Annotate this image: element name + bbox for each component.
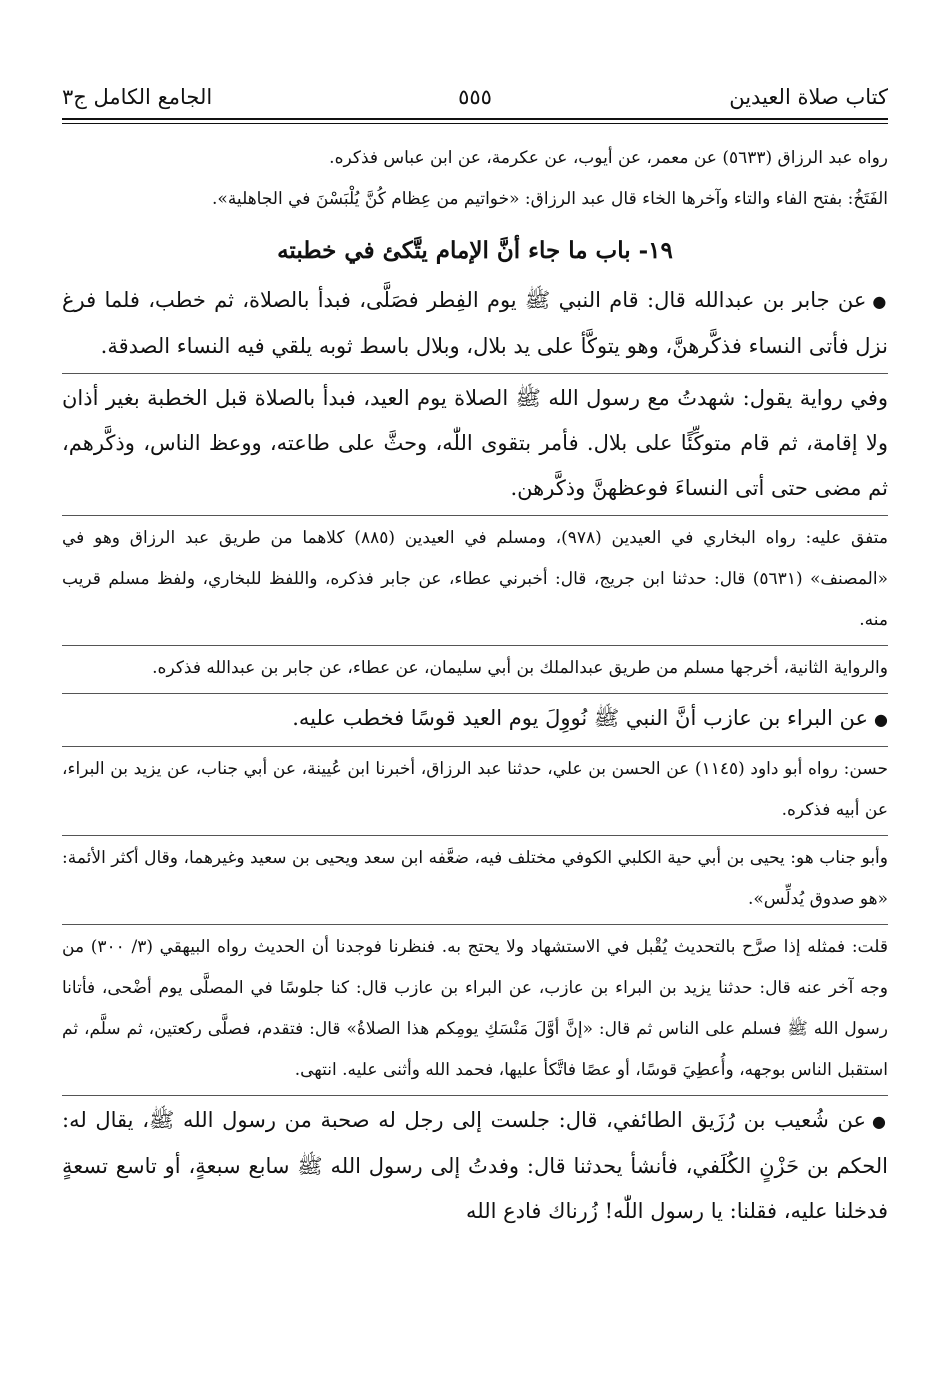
divider bbox=[62, 373, 888, 374]
running-header bbox=[62, 80, 888, 114]
narrator-note: وأبو جناب هو: يحيى بن أبي حية الكلبي الكوفي مختلف فيه، ضعَّفه ابن سعد ويحيى بن سعيد وغيرهما، وقال أكثر الأئمة: «هو صدوق يُدلِّس». bbox=[62, 848, 888, 909]
hadith-paragraph bbox=[62, 696, 888, 742]
divider bbox=[62, 1095, 888, 1096]
hadith-text: عن شُعيب بن رُزَيق الطائفي، قال: جلست إلى رجل له صحبة من رسول الله ﷺ، يقال له: الحكم بن حَزْنٍ الكُلَفي، فأنشأ يحدثنا قال: وفدتُ إلى رسول الله ﷺ سابع سبعةٍ، أو تاسع تسعةٍ فدخلنا عليه، فقلنا: يا رسول اللّٰه! زُرناك فادع الله bbox=[62, 1108, 888, 1223]
divider bbox=[62, 746, 888, 747]
page-number: ٥٥٥ bbox=[458, 85, 492, 109]
header-rule-thin bbox=[62, 123, 888, 124]
glossary-note: الفَتَخُ: بفتح الفاء والتاء وآخرها الخاء قال عبد الرزاق: «خواتيم من عِظام كُنَّ يُلْبَسْنَ في الجاهلية». bbox=[212, 189, 888, 209]
divider bbox=[62, 924, 888, 925]
header-rule-thick bbox=[62, 118, 888, 120]
hadith-paragraph bbox=[62, 1098, 888, 1234]
divider bbox=[62, 693, 888, 694]
takhrij-note: والرواية الثانية، أخرجها مسلم من طريق عبدالملك بن أبي سليمان، عن عطاء، عن جابر بن عبدالله فذكره. bbox=[152, 658, 888, 678]
hadith-variant-paragraph: وفي رواية يقول: شهدتُ مع رسول الله ﷺ الصلاة يوم العيد، فبدأ بالصلاة قبل الخطبة بغير أذان ولا إقامة، ثم قام متوكِّئًا على بلال. فأمر بتقوى اللّٰه، وحثَّ على طاعته، ووعظ الناس، وذكَّرهم، ثم مضى حتى أتى النساءَ فوعظهنَّ وذكَّرهن. bbox=[62, 386, 888, 500]
page-body bbox=[62, 138, 888, 1234]
bullet-icon: ● bbox=[872, 1112, 888, 1131]
divider bbox=[62, 645, 888, 646]
hadith-text: عن جابر بن عبدالله قال: قام النبي ﷺ يوم الفِطر فصَلَّى، فبدأ بالصلاة، ثم خطب، فلما فرغ نزل فأتى النساء فذكَّرهنَّ، وهو يتوكَّأ على يد بلال، وبلال باسط ثوبه يلقي فيه النساء الصدقة. bbox=[62, 288, 888, 358]
divider bbox=[62, 515, 888, 516]
commentary-note: قلت: فمثله إذا صرَّح بالتحديث يُقْبل في الاستشهاد ولا يحتج به. فنظرنا فوجدنا أن الحديث رواه البيهقي (٣/ ٣٠٠) من وجه آخر عنه قال: حدثنا يزيد بن البراء بن عازب، عن البراء بن عازب قال: كنا جلوسًا في المصلَّى يوم أضْحى، فأتانا رسول الله ﷺ فسلم على الناس ثم قال: «إنَّ أوَّلَ مَنْسَكِ يومِكم هذا الصلاةُ» قال: فتقدم، فصلَّى ركعتين، ثم سلَّم، ثم استقبل الناس بوجهه، وأُعطِيَ قوسًا، أو عصًا فاتَّكأ عليها، فحمد الله وأثنى عليه. انتهى. bbox=[62, 937, 888, 1080]
bullet-icon: ● bbox=[874, 710, 888, 729]
chapter-title: ١٩- باب ما جاء أنَّ الإمام يتَّكئ في خطبته bbox=[277, 237, 673, 264]
book-running-title: الجامع الكامل ج٣ bbox=[62, 85, 213, 109]
divider bbox=[62, 835, 888, 836]
takhrij-note: متفق عليه: رواه البخاري في العيدين (٩٧٨)، ومسلم في العيدين (٨٨٥) كلاهما من طريق عبد الرزاق وهو في «المصنف» (٥٦٣١) قال: حدثنا ابن جريج، قال: أخبرني عطاء، عن جابر فذكره، واللفظ للبخاري، ولفظ مسلم قريب منه. bbox=[62, 528, 888, 630]
hadith-paragraph bbox=[62, 278, 888, 369]
takhrij-note: حسن: رواه أبو داود (١١٤٥) عن الحسن بن علي، حدثنا عبد الرزاق، أخبرنا ابن عُيينة، عن أبي جناب، عن يزيد بن البراء، عن أبيه فذكره. bbox=[62, 759, 888, 820]
chapter-running-title: كتاب صلاة العيدين bbox=[729, 85, 888, 109]
source-note: رواه عبد الرزاق (٥٦٣٣) عن معمر، عن أيوب، عن عكرمة، عن ابن عباس فذكره. bbox=[329, 148, 888, 168]
hadith-text: عن البراء بن عازب أنَّ النبي ﷺ نُووِلَ يوم العيد قوسًا فخطب عليه. bbox=[292, 706, 869, 730]
bullet-icon: ● bbox=[872, 292, 888, 311]
